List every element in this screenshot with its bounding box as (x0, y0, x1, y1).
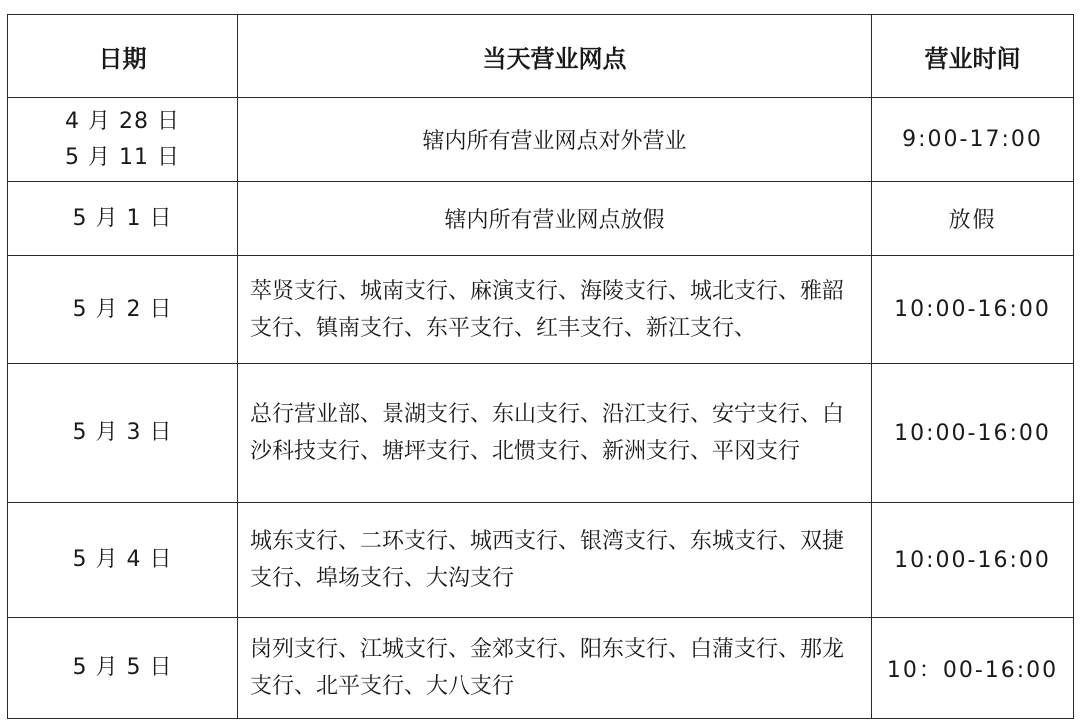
hours-cell (872, 98, 1074, 182)
hours-text: 10:00-16:00 (894, 420, 1051, 446)
hours-text: 10:00-16:00 (894, 547, 1051, 573)
table-row (8, 364, 1074, 503)
date-text: 5 月 2 日 (72, 296, 173, 322)
branches-cell: 辖内所有营业网点对外营业 (238, 98, 872, 182)
hours-text: 9:00-17:00 (902, 127, 1043, 152)
table-row (8, 618, 1074, 719)
header-date: 日期 (8, 15, 238, 98)
branches-cell: 辖内所有营业网点放假 (238, 182, 872, 256)
table-row (8, 182, 1074, 256)
branches-cell: 岗列支行、江城支行、金郊支行、阳东支行、白蒲支行、那龙支行、北平支行、大八支行 (238, 618, 872, 719)
hours-cell (872, 618, 1074, 719)
date-cell (8, 182, 238, 256)
hours-text: 10:00-16:00 (894, 297, 1051, 322)
date-text: 5 月 11 日 (65, 144, 180, 170)
hours-cell (872, 364, 1074, 503)
date-cell (8, 503, 238, 618)
branches-cell: 城东支行、二环支行、城西支行、银湾支行、东城支行、双捷支行、埠场支行、大沟支行 (238, 503, 872, 618)
business-hours-table (7, 14, 1074, 719)
table-header-row (8, 15, 1074, 98)
hours-text: 10：00-16:00 (886, 657, 1059, 683)
date-text: 4 月 28 日 (65, 108, 180, 134)
date-text: 5 月 1 日 (72, 205, 173, 231)
branches-cell: 萃贤支行、城南支行、麻演支行、海陵支行、城北支行、雅韶支行、镇南支行、东平支行、红丰支行、新江支行、 (238, 256, 872, 364)
table-row (8, 98, 1074, 182)
date-text: 5 月 4 日 (72, 547, 173, 572)
date-cell (8, 98, 238, 182)
date-cell (8, 364, 238, 503)
date-cell (8, 256, 238, 364)
date-text: 5 月 5 日 (72, 655, 173, 680)
date-cell (8, 618, 238, 719)
branches-cell: 总行营业部、景湖支行、东山支行、沿江支行、安宁支行、白沙科技支行、塘坪支行、北惯支行、新洲支行、平冈支行 (238, 364, 872, 503)
header-hours: 营业时间 (872, 15, 1074, 98)
header-branches: 当天营业网点 (238, 15, 872, 98)
date-text: 5 月 3 日 (72, 420, 173, 445)
hours-cell (872, 503, 1074, 618)
hours-cell (872, 182, 1074, 256)
hours-cell (872, 256, 1074, 364)
table-row (8, 256, 1074, 364)
hours-text: 放假 (948, 208, 997, 233)
table-row (8, 503, 1074, 618)
